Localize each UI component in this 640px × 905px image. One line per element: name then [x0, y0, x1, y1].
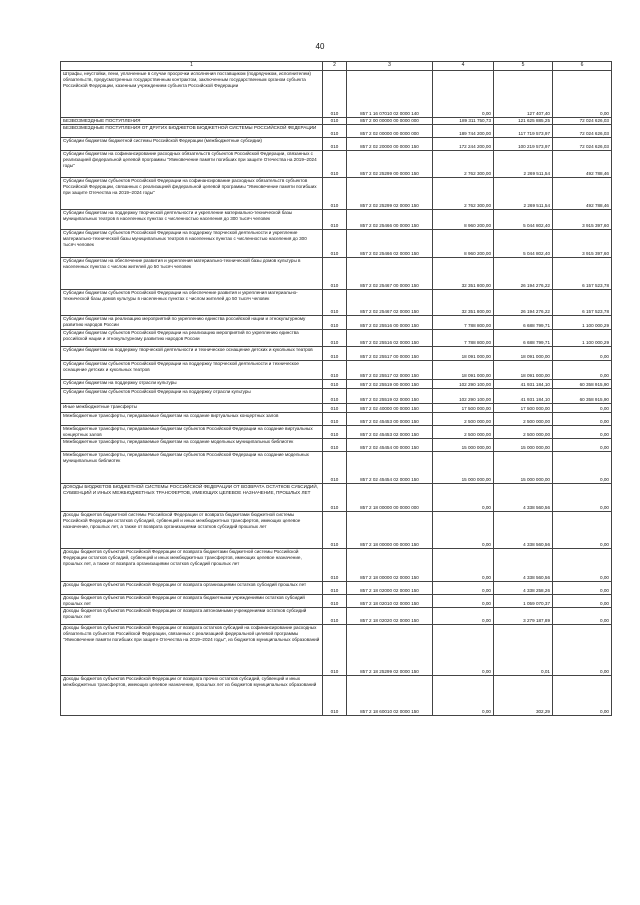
row-name: Субсидии бюджетам на реализацию мероприятий по укреплению единства российской нации и этнокультурному развитию народов России [61, 316, 323, 330]
row-name: БЕЗВОЗМЕЗДНЫЕ ПОСТУПЛЕНИЯ [61, 118, 323, 125]
row-name: Субсидии бюджетам субъектов Российской Федерации на поддержку отрасли культуры [61, 389, 323, 404]
row-planned-amount: 102 290 100,00 [433, 380, 494, 389]
row-budget-code: 857 2 18 00000 00 0000 000 [347, 484, 433, 512]
row-name: Доходы бюджетов субъектов Российской Федерации от возврата организациями остатков субсидий прошлых лет [61, 582, 323, 595]
row-line-code: 010 [323, 178, 347, 210]
row-name: Штрафы, неустойки, пени, уплаченные в случае просрочки исполнения поставщиком (подрядчиком, исполнителем) обязательств, предусмотренных государственным контрактом, заключенным государственным органом субъекта Российской Федерации, казенным учреждением субъекта Российской Федерации [61, 71, 323, 118]
row-line-code: 010 [323, 426, 347, 439]
row-executed-amount: 18 091 000,00 [494, 361, 553, 380]
row-budget-code: 857 2 02 25517 00 0000 150 [347, 347, 433, 361]
row-unexecuted-amount: 0,00 [553, 347, 612, 361]
row-planned-amount: 8 960 200,00 [433, 210, 494, 230]
row-line-code: 010 [323, 389, 347, 404]
row-name: Межбюджетные трансферты, передаваемые бюджетам на создание модельных муниципальных библиотек [61, 439, 323, 452]
row-budget-code: 857 2 02 25466 00 0000 150 [347, 210, 433, 230]
row-planned-amount: 189 744 200,00 [433, 125, 494, 138]
row-unexecuted-amount: 0,00 [553, 426, 612, 439]
row-name: Доходы бюджетов субъектов Российской Федерации от возврата остатков субсидий на софинансирование расходных обязательств субъектов Российской Федерации, связанных с реализацией федеральной целевой программы "Увековечение памяти погибших при защите Отечества на 2019–2024 годы", из бюджетов муниципальных образований [61, 625, 323, 676]
page-number: 40 [315, 42, 325, 51]
column-header: 6 [553, 62, 612, 71]
row-name: Субсидии бюджетам субъектов Российской Федерации на поддержку творческой деятельности и техническое оснащение детских и кукольных театров [61, 361, 323, 380]
row-budget-code: 857 2 18 60010 02 0000 150 [347, 676, 433, 716]
table-row [61, 178, 612, 210]
row-executed-amount: 5 044 802,40 [494, 210, 553, 230]
row-line-code: 010 [323, 582, 347, 595]
row-name: Субсидии бюджетам бюджетной системы Российской Федерации (межбюджетные субсидии) [61, 138, 323, 151]
row-budget-code: 857 2 00 00000 00 0000 000 [347, 118, 433, 125]
row-executed-amount: 15 000 000,00 [494, 452, 553, 484]
row-executed-amount: 5 044 802,40 [494, 230, 553, 258]
row-unexecuted-amount: 0,00 [553, 452, 612, 484]
row-unexecuted-amount: 0,00 [553, 484, 612, 512]
row-executed-amount: 2 500 000,00 [494, 413, 553, 426]
table-row [61, 258, 612, 290]
row-line-code: 010 [323, 118, 347, 125]
row-unexecuted-amount: 0,00 [553, 549, 612, 582]
row-planned-amount: 0,00 [433, 582, 494, 595]
row-budget-code: 857 2 02 25467 00 0000 150 [347, 258, 433, 290]
column-header: 2 [323, 62, 347, 71]
row-budget-code: 857 2 02 25467 02 0000 150 [347, 290, 433, 316]
row-planned-amount: 0,00 [433, 512, 494, 549]
row-budget-code: 857 2 18 02000 02 0000 150 [347, 582, 433, 595]
row-executed-amount: 117 719 573,97 [494, 125, 553, 138]
row-executed-amount: 4 338 560,56 [494, 484, 553, 512]
row-planned-amount: 15 000 000,00 [433, 439, 494, 452]
row-name: ДОХОДЫ БЮДЖЕТОВ БЮДЖЕТНОЙ СИСТЕМЫ РОССИЙСКОЙ ФЕДЕРАЦИИ ОТ ВОЗВРАТА ОСТАТКОВ СУБСИДИЙ, СУБВЕНЦИЙ И ИНЫХ МЕЖБЮДЖЕТНЫХ ТРАНСФЕРТОВ, ИМЕЮЩИХ ЦЕЛЕВОЕ НАЗНАЧЕНИЕ, ПРОШЛЫХ ЛЕТ [61, 484, 323, 512]
row-unexecuted-amount: 72 024 626,03 [553, 118, 612, 125]
row-budget-code: 857 2 02 25519 02 0000 150 [347, 389, 433, 404]
row-unexecuted-amount: 0,00 [553, 512, 612, 549]
row-name: Доходы бюджетов бюджетной системы Российской Федерации от возврата бюджетами бюджетной системы Российской Федерации остатков субсидий, субвенций и иных межбюджетных трансфертов, имеющих целевое назначение, прошлых лет, а также от возврата организациями остатков субсидий прошлых лет [61, 512, 323, 549]
row-line-code: 010 [323, 549, 347, 582]
row-line-code: 010 [323, 452, 347, 484]
row-name: Межбюджетные трансферты, передаваемые бюджетам субъектов Российской Федерации на создание модельных муниципальных библиотек [61, 452, 323, 484]
row-executed-amount: 127 407,40 [494, 71, 553, 118]
row-planned-amount: 8 960 200,00 [433, 230, 494, 258]
row-executed-amount: 2 269 511,54 [494, 151, 553, 178]
row-unexecuted-amount: 492 788,46 [553, 151, 612, 178]
row-line-code: 010 [323, 347, 347, 361]
row-line-code: 010 [323, 230, 347, 258]
table-row [61, 361, 612, 380]
row-planned-amount: 0,00 [433, 676, 494, 716]
row-unexecuted-amount: 0,00 [553, 439, 612, 452]
table-row [61, 230, 612, 258]
row-executed-amount: 3 279 187,89 [494, 608, 553, 625]
table-row [61, 484, 612, 512]
row-planned-amount: 7 788 800,00 [433, 330, 494, 347]
row-budget-code: 857 2 02 25519 00 0000 150 [347, 380, 433, 389]
row-line-code: 010 [323, 512, 347, 549]
row-name: Доходы бюджетов субъектов Российской Федерации от возврата автономными учреждениями остатков субсидий прошлых лет [61, 608, 323, 625]
row-executed-amount: 4 338 560,56 [494, 512, 553, 549]
row-planned-amount: 18 091 000,00 [433, 347, 494, 361]
row-planned-amount: 0,00 [433, 595, 494, 608]
row-executed-amount: 302,29 [494, 676, 553, 716]
row-name: Субсидии бюджетам на поддержку творческой деятельности и техническое оснащение детских и кукольных театров [61, 347, 323, 361]
row-planned-amount: 0,00 [433, 549, 494, 582]
row-budget-code: 857 2 18 25299 02 0000 150 [347, 625, 433, 676]
row-name: Субсидии бюджетам субъектов Российской Федерации на софинансирование расходных обязательств субъектов Российской Федерации, связанных с реализацией федеральной целевой программы "Увековечение памяти погибших при защите Отечества на 2019–2024 годы" [61, 178, 323, 210]
row-budget-code: 857 2 02 25299 02 0000 150 [347, 178, 433, 210]
row-budget-code: 857 2 02 45454 00 0000 150 [347, 439, 433, 452]
row-unexecuted-amount: 3 915 397,60 [553, 230, 612, 258]
row-unexecuted-amount: 72 024 626,03 [553, 125, 612, 138]
table-row [61, 439, 612, 452]
revenue-table [60, 61, 612, 716]
row-unexecuted-amount: 6 157 523,78 [553, 258, 612, 290]
row-executed-amount: 15 000 000,00 [494, 439, 553, 452]
row-name: Доходы бюджетов субъектов Российской Федерации от возврата прочих остатков субсидий, субвенций и иных межбюджетных трансфертов, имеющих целевое назначение, прошлых лет из бюджетов муниципальных образований [61, 676, 323, 716]
row-name: Субсидии бюджетам субъектов Российской Федерации на поддержку творческой деятельности и укрепление материально-технической базы муниципальных театров в населенных пунктах с численностью населения до 300 тысяч человек [61, 230, 323, 258]
row-name: БЕЗВОЗМЕЗДНЫЕ ПОСТУПЛЕНИЯ ОТ ДРУГИХ БЮДЖЕТОВ БЮДЖЕТНОЙ СИСТЕМЫ РОССИЙСКОЙ ФЕДЕРАЦИИ [61, 125, 323, 138]
table-row [61, 512, 612, 549]
row-line-code: 010 [323, 210, 347, 230]
row-unexecuted-amount: 0,00 [553, 595, 612, 608]
row-name: Субсидии бюджетам субъектов Российской Федерации на реализацию мероприятий по укреплению единства российской нации и этнокультурному развитию народов России [61, 330, 323, 347]
column-header: 4 [433, 62, 494, 71]
row-unexecuted-amount: 0,00 [553, 71, 612, 118]
row-budget-code: 857 2 18 00000 00 0000 150 [347, 512, 433, 549]
row-unexecuted-amount: 3 915 397,60 [553, 210, 612, 230]
row-planned-amount: 189 311 750,73 [433, 118, 494, 125]
row-executed-amount: 100 219 573,97 [494, 138, 553, 151]
column-header: 5 [494, 62, 553, 71]
row-name: Межбюджетные трансферты, передаваемые бюджетам субъектов Российской Федерации на создание виртуальных концертных залов [61, 426, 323, 439]
row-planned-amount: 17 500 000,00 [433, 404, 494, 413]
row-planned-amount: 2 762 300,00 [433, 151, 494, 178]
table-row [61, 452, 612, 484]
row-budget-code: 857 2 02 25516 00 0000 150 [347, 316, 433, 330]
row-name: Субсидии бюджетам на обеспечение развития и укрепления материально-технической базы домов культуры в населенных пунктах с числом жителей до 50 тысяч человек [61, 258, 323, 290]
table-row [61, 608, 612, 625]
table-row [61, 380, 612, 389]
row-budget-code: 857 2 02 25516 02 0000 150 [347, 330, 433, 347]
row-budget-code: 857 2 02 00000 00 0000 000 [347, 125, 433, 138]
row-planned-amount: 18 091 000,00 [433, 361, 494, 380]
row-budget-code: 857 2 02 40000 00 0000 150 [347, 404, 433, 413]
table-row [61, 582, 612, 595]
row-budget-code: 857 2 02 25299 00 0000 150 [347, 151, 433, 178]
row-line-code: 010 [323, 595, 347, 608]
row-line-code: 010 [323, 361, 347, 380]
row-unexecuted-amount: 0,00 [553, 608, 612, 625]
row-line-code: 010 [323, 151, 347, 178]
row-planned-amount: 15 000 000,00 [433, 452, 494, 484]
row-budget-code: 857 2 18 02020 02 0000 150 [347, 608, 433, 625]
row-line-code: 010 [323, 380, 347, 389]
row-unexecuted-amount: 0,00 [553, 404, 612, 413]
table-row [61, 316, 612, 330]
row-name: Субсидии бюджетам на поддержку творческой деятельности и укрепление материально-технической базы муниципальных театров в населенных пунктах с численностью населения до 300 тысяч человек [61, 210, 323, 230]
row-line-code: 010 [323, 330, 347, 347]
row-budget-code: 857 2 02 25466 02 0000 150 [347, 230, 433, 258]
row-executed-amount: 121 625 885,25 [494, 118, 553, 125]
row-planned-amount: 0,00 [433, 71, 494, 118]
row-name: Субсидии бюджетам на поддержку отрасли культуры [61, 380, 323, 389]
row-budget-code: 857 2 02 45454 02 0000 150 [347, 452, 433, 484]
table-row [61, 330, 612, 347]
row-executed-amount: 1 059 070,37 [494, 595, 553, 608]
row-line-code: 010 [323, 413, 347, 426]
row-executed-amount: 6 688 799,71 [494, 316, 553, 330]
table-row [61, 676, 612, 716]
table-row [61, 404, 612, 413]
table-row [61, 71, 612, 118]
table-row [61, 138, 612, 151]
row-line-code: 010 [323, 439, 347, 452]
row-unexecuted-amount: 0,00 [553, 676, 612, 716]
row-budget-code: 857 2 02 20000 00 0000 150 [347, 138, 433, 151]
row-planned-amount: 2 500 000,00 [433, 413, 494, 426]
row-planned-amount: 2 762 300,00 [433, 178, 494, 210]
row-budget-code: 857 2 02 45453 00 0000 150 [347, 413, 433, 426]
row-planned-amount: 32 351 800,00 [433, 290, 494, 316]
row-unexecuted-amount: 1 100 000,29 [553, 330, 612, 347]
row-name: Межбюджетные трансферты, передаваемые бюджетам на создание виртуальных концертных залов [61, 413, 323, 426]
row-unexecuted-amount: 72 024 626,03 [553, 138, 612, 151]
row-line-code: 010 [323, 316, 347, 330]
row-executed-amount: 17 500 000,00 [494, 404, 553, 413]
column-header: 1 [61, 62, 323, 71]
row-line-code: 010 [323, 138, 347, 151]
row-unexecuted-amount: 60 358 915,90 [553, 380, 612, 389]
table-row [61, 413, 612, 426]
table-header-row [61, 62, 612, 71]
row-executed-amount: 4 338 258,26 [494, 582, 553, 595]
row-line-code: 010 [323, 125, 347, 138]
table-row [61, 347, 612, 361]
row-executed-amount: 18 091 000,00 [494, 347, 553, 361]
row-executed-amount: 2 269 511,54 [494, 178, 553, 210]
table-row [61, 426, 612, 439]
row-unexecuted-amount: 492 788,46 [553, 178, 612, 210]
row-line-code: 010 [323, 484, 347, 512]
row-unexecuted-amount: 0,00 [553, 413, 612, 426]
row-executed-amount: 6 688 799,71 [494, 330, 553, 347]
row-line-code: 010 [323, 625, 347, 676]
row-line-code: 010 [323, 258, 347, 290]
row-executed-amount: 4 338 560,56 [494, 549, 553, 582]
table-row [61, 125, 612, 138]
table-row [61, 625, 612, 676]
row-name: Доходы бюджетов субъектов Российской Федерации от возврата бюджетными учреждениями остатков субсидий прошлых лет [61, 595, 323, 608]
row-line-code: 010 [323, 404, 347, 413]
row-unexecuted-amount: 0,00 [553, 361, 612, 380]
table-row [61, 595, 612, 608]
row-unexecuted-amount: 6 157 523,78 [553, 290, 612, 316]
row-planned-amount: 172 244 200,00 [433, 138, 494, 151]
row-unexecuted-amount: 0,00 [553, 582, 612, 595]
table-row [61, 151, 612, 178]
row-name: Субсидии бюджетам на софинансирование расходных обязательств субъектов Российской Федерации, связанных с реализацией федеральной целевой программы "Увековечение памяти погибших при защите Отечества на 2019–2024 годы" [61, 151, 323, 178]
row-planned-amount: 0,00 [433, 608, 494, 625]
row-line-code: 010 [323, 676, 347, 716]
row-planned-amount: 0,00 [433, 484, 494, 512]
row-planned-amount: 32 351 800,00 [433, 258, 494, 290]
row-unexecuted-amount: 1 100 000,29 [553, 316, 612, 330]
row-executed-amount: 41 931 184,10 [494, 380, 553, 389]
row-executed-amount: 26 194 276,22 [494, 290, 553, 316]
table-row [61, 118, 612, 125]
row-line-code: 010 [323, 290, 347, 316]
row-executed-amount: 41 931 184,10 [494, 389, 553, 404]
row-executed-amount: 26 194 276,22 [494, 258, 553, 290]
row-planned-amount: 2 500 000,00 [433, 426, 494, 439]
row-budget-code: 857 1 16 07010 02 0000 140 [347, 71, 433, 118]
row-name: Субсидии бюджетам субъектов Российской Федерации на обеспечение развития и укрепления материально-технической базы домов культуры в населенных пунктах с числом жителей до 50 тысяч человек [61, 290, 323, 316]
row-budget-code: 857 2 02 45453 02 0000 150 [347, 426, 433, 439]
row-name: Иные межбюджетные трансферты [61, 404, 323, 413]
row-line-code: 010 [323, 608, 347, 625]
row-budget-code: 857 2 18 00000 02 0000 150 [347, 549, 433, 582]
table-row [61, 549, 612, 582]
table-row [61, 210, 612, 230]
row-executed-amount: 2 500 000,00 [494, 426, 553, 439]
row-executed-amount: 0,01 [494, 625, 553, 676]
row-line-code: 010 [323, 71, 347, 118]
row-budget-code: 857 2 18 02010 02 0000 150 [347, 595, 433, 608]
row-name: Доходы бюджетов субъектов Российской Федерации от возврата бюджетами бюджетной системы Российской Федерации остатков субсидий, субвенций и иных межбюджетных трансфертов, имеющих целевое назначение, прошлых лет, а также от возврата организациями остатков субсидий прошлых лет [61, 549, 323, 582]
row-unexecuted-amount: 60 358 915,90 [553, 389, 612, 404]
column-header: 3 [347, 62, 433, 71]
row-budget-code: 857 2 02 25517 02 0000 150 [347, 361, 433, 380]
row-unexecuted-amount: 0,00 [553, 625, 612, 676]
row-planned-amount: 0,00 [433, 625, 494, 676]
row-planned-amount: 7 788 800,00 [433, 316, 494, 330]
table-row [61, 389, 612, 404]
row-planned-amount: 102 290 100,00 [433, 389, 494, 404]
table-row [61, 290, 612, 316]
